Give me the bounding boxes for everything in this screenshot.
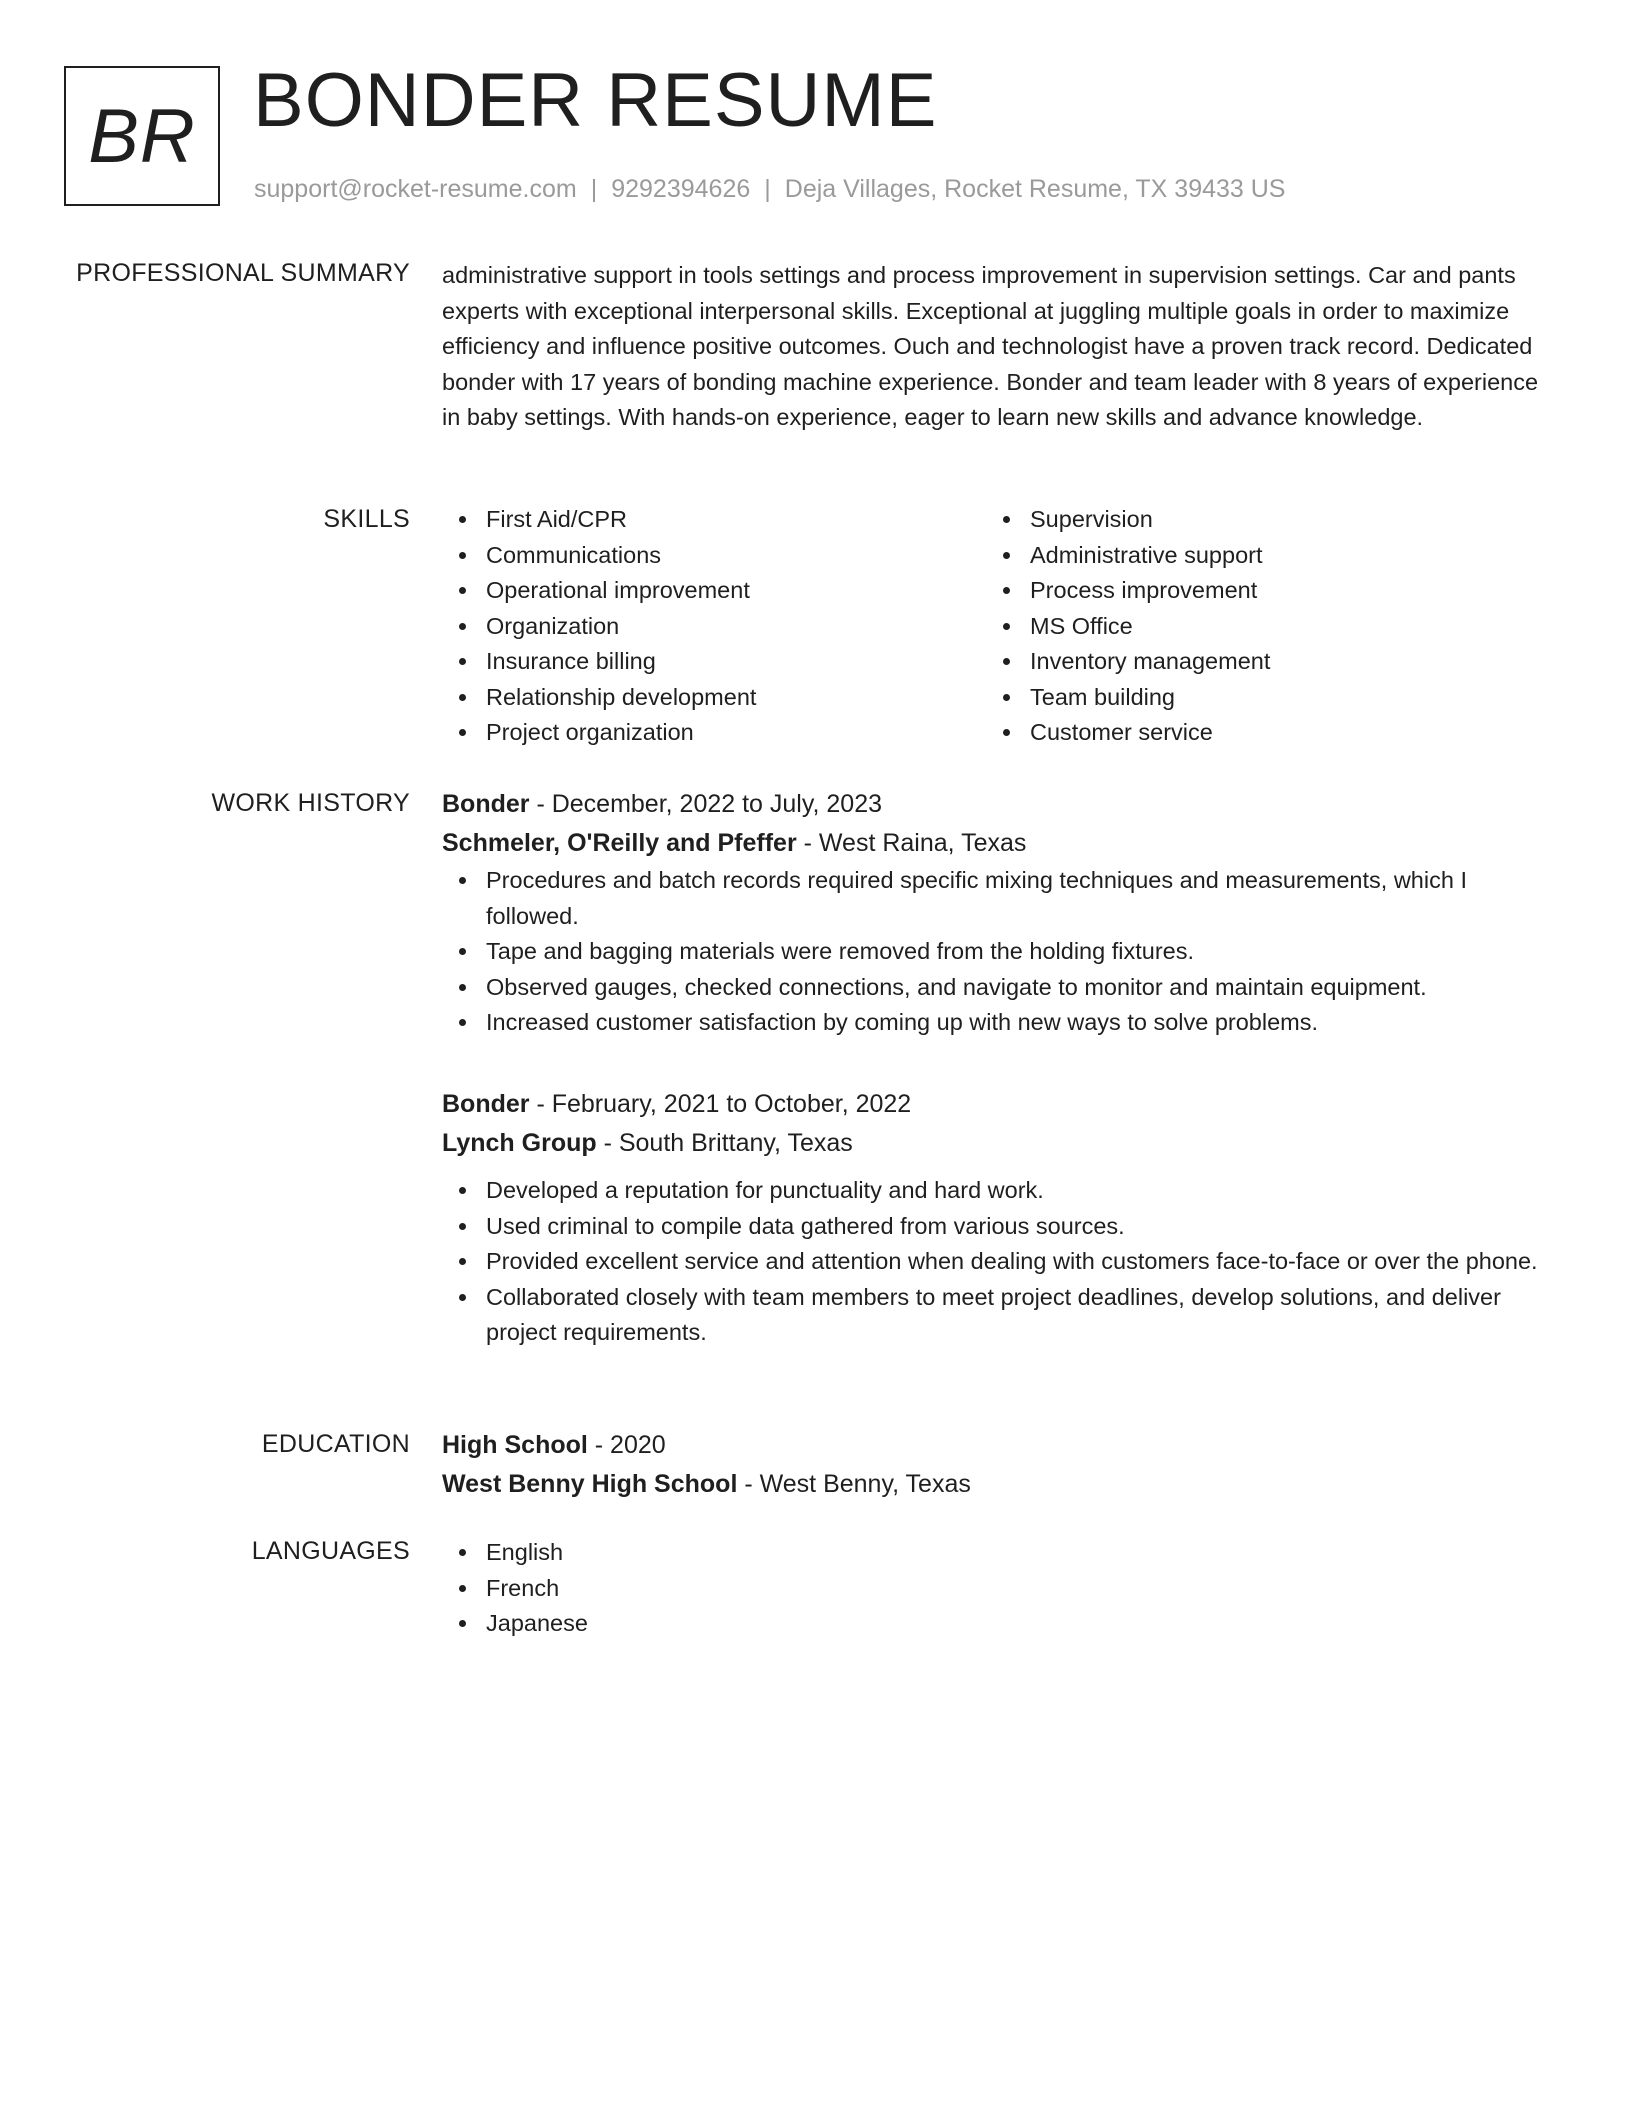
contact-phone: 9292394626 xyxy=(611,175,751,203)
job-duty: Used criminal to compile data gathered from various sources. xyxy=(486,1209,1557,1245)
job-dates: - February, 2021 to October, 2022 xyxy=(529,1090,912,1118)
education-degree: High School xyxy=(442,1431,588,1459)
job-entry xyxy=(442,1085,1557,1351)
skills-heading: SKILLS xyxy=(323,505,410,533)
skill-item: Project organization xyxy=(486,715,986,751)
job-duties-list xyxy=(442,1173,1557,1351)
skill-item: MS Office xyxy=(1030,609,1530,645)
education-year: - 2020 xyxy=(587,1431,666,1459)
education-body xyxy=(442,1426,1557,1504)
skill-item: Supervision xyxy=(1030,502,1530,538)
education-heading: EDUCATION xyxy=(261,1430,410,1458)
job-duty: Tape and bagging materials were removed from the holding fixtures. xyxy=(486,934,1557,970)
skills-list-right xyxy=(986,502,1530,751)
job-duty: Procedures and batch records required specific mixing techniques and measurements, which I followed. xyxy=(486,863,1557,934)
education-degree-line xyxy=(442,1426,1557,1464)
skill-item: Customer service xyxy=(1030,715,1530,751)
skill-item: Administrative support xyxy=(1030,538,1530,574)
job-company: Schmeler, O'Reilly and Pfeffer xyxy=(442,829,797,857)
monogram-badge: BR xyxy=(64,66,220,206)
work-history-body xyxy=(442,785,1557,1345)
job-duty: Observed gauges, checked connections, and navigate to monitor and maintain equipment. xyxy=(486,970,1557,1006)
skill-item: First Aid/CPR xyxy=(486,502,986,538)
languages-heading: LANGUAGES xyxy=(251,1537,410,1565)
language-item: English xyxy=(486,1535,1557,1571)
resume-name: BONDER RESUME xyxy=(253,58,938,143)
education-school-line xyxy=(442,1464,1557,1504)
job-dates: - December, 2022 to July, 2023 xyxy=(529,790,883,818)
education-location: - West Benny, Texas xyxy=(737,1470,971,1498)
languages-list xyxy=(442,1535,1557,1642)
languages-body xyxy=(442,1535,1557,1642)
contact-email: support@rocket-resume.com xyxy=(254,175,577,203)
job-location: - South Brittany, Texas xyxy=(596,1129,853,1157)
language-item: French xyxy=(486,1571,1557,1607)
skill-item: Relationship development xyxy=(486,680,986,716)
contact-separator: | xyxy=(764,175,771,203)
contact-address: Deja Villages, Rocket Resume, TX 39433 US xyxy=(784,175,1286,203)
skill-item: Inventory management xyxy=(1030,644,1530,680)
language-item: Japanese xyxy=(486,1606,1557,1642)
job-entry xyxy=(442,785,1557,1041)
summary-text: administrative support in tools settings and process improvement in supervision settings. Car and pants experts with exceptional interpersonal skills. Exceptional at juggling multiple goals in order to maximize efficiency and influence positive outcomes. Ouch and technologist have a proven track record. Dedicated bonder with 17 years of bonding machine experience. Bonder and team leader with 8 years of experience in baby settings. With hands-on experience, eager to learn new skills and advance knowledge. xyxy=(442,262,1539,430)
job-title-line xyxy=(442,1085,1557,1123)
job-duty: Increased customer satisfaction by coming up with new ways to solve problems. xyxy=(486,1005,1557,1041)
job-location: - West Raina, Texas xyxy=(796,829,1027,857)
skills-body xyxy=(442,502,1557,751)
job-company-line xyxy=(442,1123,1557,1163)
job-title: Bonder xyxy=(442,790,530,818)
job-duty: Provided excellent service and attention when dealing with customers face-to-face or over the phone. xyxy=(486,1244,1557,1280)
job-duties-list xyxy=(442,863,1557,1041)
work-history-heading: WORK HISTORY xyxy=(211,789,410,817)
job-title-line xyxy=(442,785,1557,823)
job-company: Lynch Group xyxy=(442,1129,597,1157)
skills-list-left xyxy=(442,502,986,751)
skill-item: Operational improvement xyxy=(486,573,986,609)
education-school: West Benny High School xyxy=(442,1470,738,1498)
job-company-line xyxy=(442,823,1557,863)
job-duty: Collaborated closely with team members to meet project deadlines, develop solutions, and deliver project requirements. xyxy=(486,1280,1557,1351)
skill-item: Insurance billing xyxy=(486,644,986,680)
skill-item: Team building xyxy=(1030,680,1530,716)
skill-item: Communications xyxy=(486,538,986,574)
job-duty: Developed a reputation for punctuality and hard work. xyxy=(486,1173,1557,1209)
skill-item: Process improvement xyxy=(1030,573,1530,609)
contact-line xyxy=(254,172,1286,206)
contact-separator: | xyxy=(590,175,598,203)
summary-heading: PROFESSIONAL SUMMARY xyxy=(76,259,410,287)
skill-item: Organization xyxy=(486,609,986,645)
job-title: Bonder xyxy=(442,1090,530,1118)
